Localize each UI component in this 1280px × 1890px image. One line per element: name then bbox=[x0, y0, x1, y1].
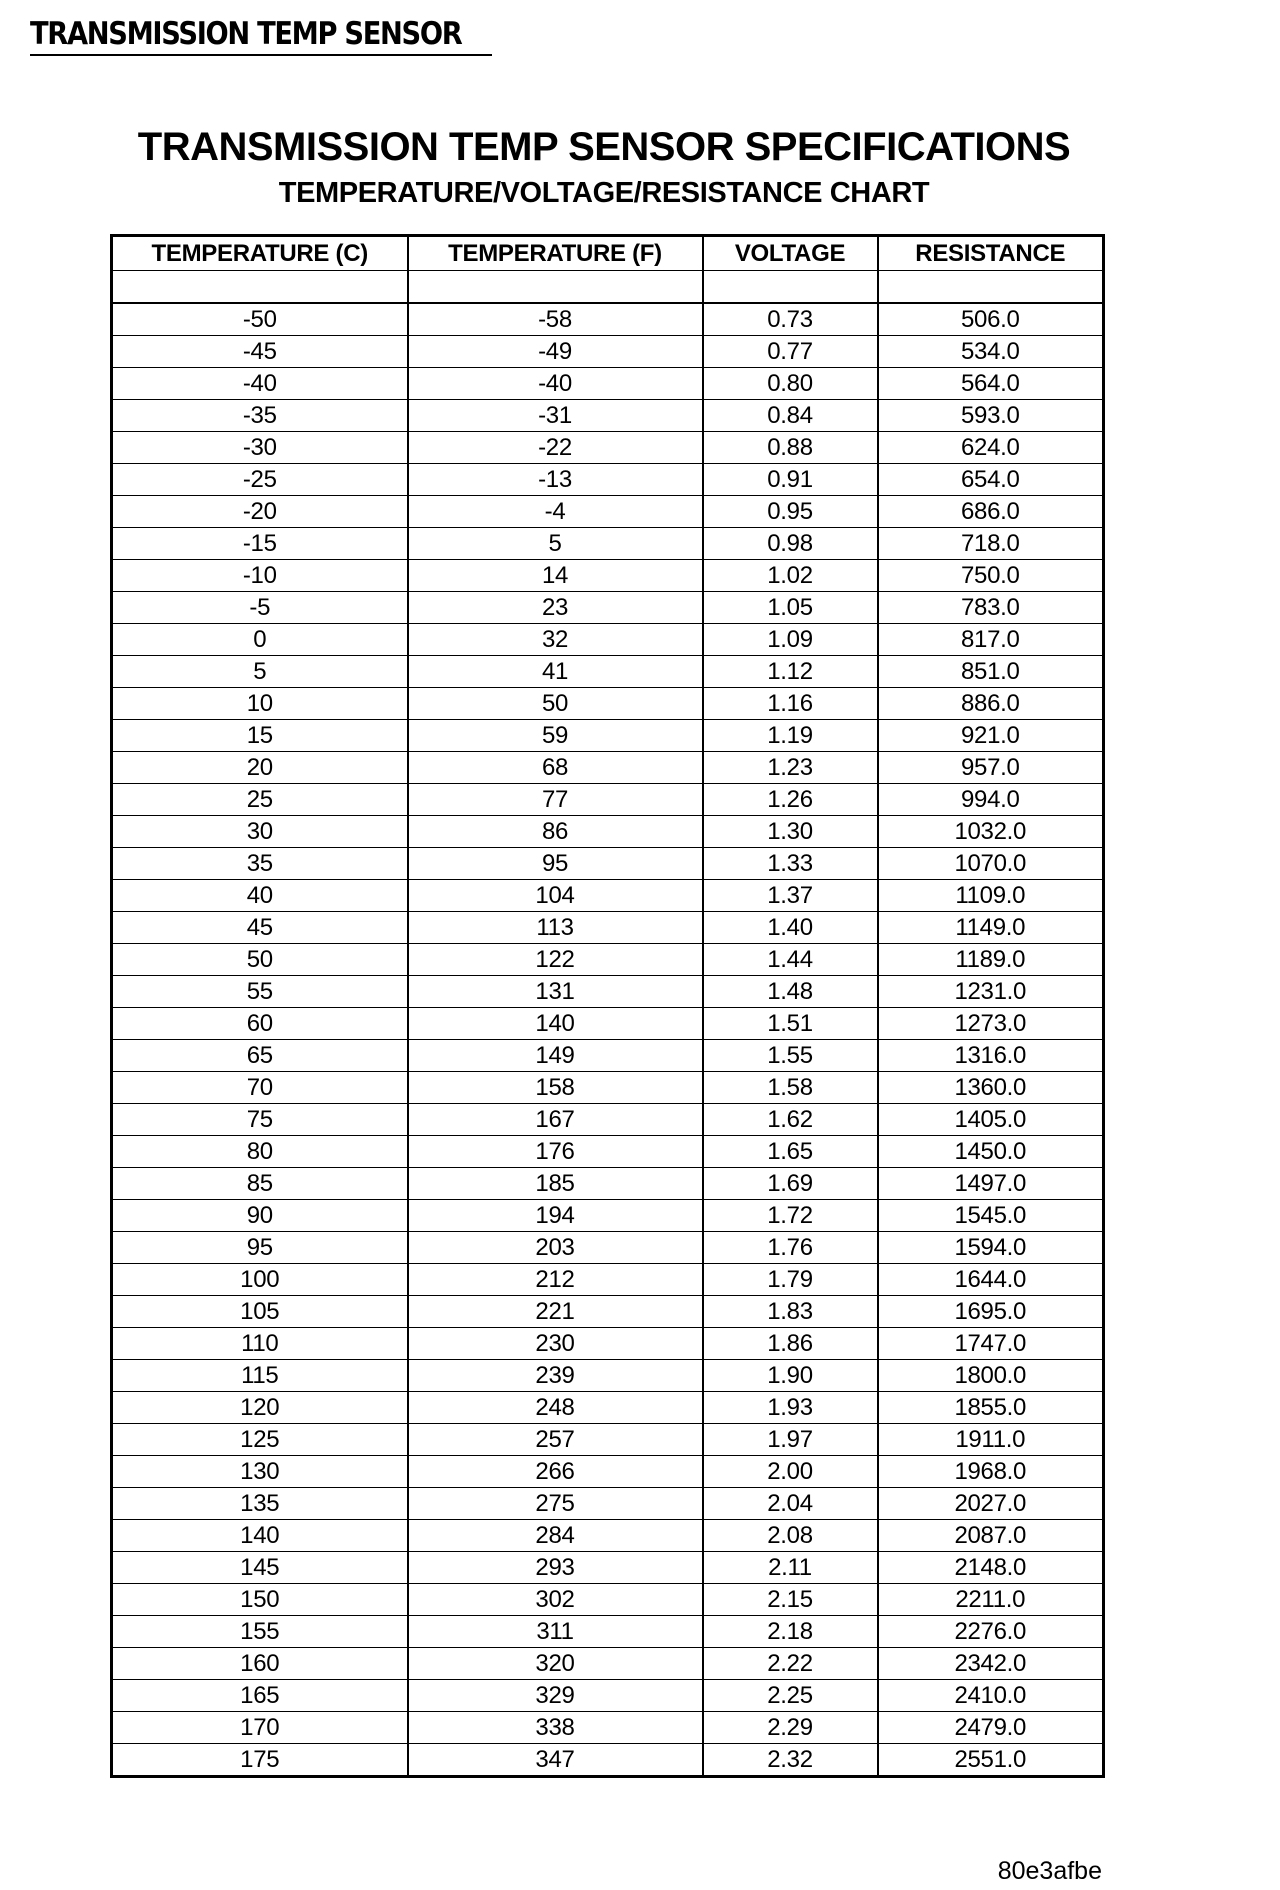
cell-resistance: 1149.0 bbox=[878, 912, 1104, 944]
cell-temperature-f: 257 bbox=[408, 1424, 703, 1456]
cell-voltage: 1.65 bbox=[703, 1136, 878, 1168]
cell-voltage: 1.55 bbox=[703, 1040, 878, 1072]
cell-voltage: 2.11 bbox=[703, 1552, 878, 1584]
cell-resistance: 2410.0 bbox=[878, 1680, 1104, 1712]
cell-temperature-c: 125 bbox=[112, 1424, 408, 1456]
cell-temperature-c: 55 bbox=[112, 976, 408, 1008]
table-row bbox=[112, 1616, 1104, 1648]
cell-temperature-c: 30 bbox=[112, 816, 408, 848]
column-header-temperature-c: TEMPERATURE (C) bbox=[112, 236, 408, 271]
table-row bbox=[112, 560, 1104, 592]
cell-temperature-f: 266 bbox=[408, 1456, 703, 1488]
table-row bbox=[112, 336, 1104, 368]
cell-resistance: 1497.0 bbox=[878, 1168, 1104, 1200]
cell-temperature-f: 221 bbox=[408, 1296, 703, 1328]
cell-temperature-c: -50 bbox=[112, 303, 408, 336]
cell-temperature-f: 158 bbox=[408, 1072, 703, 1104]
cell-temperature-c: 135 bbox=[112, 1488, 408, 1520]
cell-temperature-f: 302 bbox=[408, 1584, 703, 1616]
cell-resistance: 1695.0 bbox=[878, 1296, 1104, 1328]
cell-temperature-f: 275 bbox=[408, 1488, 703, 1520]
cell-temperature-f: 149 bbox=[408, 1040, 703, 1072]
cell-voltage: 0.95 bbox=[703, 496, 878, 528]
cell-resistance: 750.0 bbox=[878, 560, 1104, 592]
cell-temperature-c: -45 bbox=[112, 336, 408, 368]
cell-resistance: 624.0 bbox=[878, 432, 1104, 464]
table-row bbox=[112, 1488, 1104, 1520]
table-row bbox=[112, 1072, 1104, 1104]
cell-resistance: 534.0 bbox=[878, 336, 1104, 368]
cell-temperature-f: 338 bbox=[408, 1712, 703, 1744]
cell-voltage: 1.12 bbox=[703, 656, 878, 688]
cell-temperature-f: 284 bbox=[408, 1520, 703, 1552]
cell-resistance: 1545.0 bbox=[878, 1200, 1104, 1232]
cell-resistance: 1070.0 bbox=[878, 848, 1104, 880]
table-row bbox=[112, 368, 1104, 400]
column-header-resistance: RESISTANCE bbox=[878, 236, 1104, 271]
cell-voltage: 1.83 bbox=[703, 1296, 878, 1328]
table-row bbox=[112, 1520, 1104, 1552]
cell-resistance: 2551.0 bbox=[878, 1744, 1104, 1777]
cell-temperature-c: 15 bbox=[112, 720, 408, 752]
cell-temperature-c: 50 bbox=[112, 944, 408, 976]
column-header-voltage: VOLTAGE bbox=[703, 236, 878, 271]
cell-voltage: 1.72 bbox=[703, 1200, 878, 1232]
cell-temperature-c: 120 bbox=[112, 1392, 408, 1424]
cell-resistance: 1189.0 bbox=[878, 944, 1104, 976]
blank-spacer-row bbox=[112, 271, 1104, 304]
cell-temperature-f: 104 bbox=[408, 880, 703, 912]
document-code: 80e3afbe bbox=[997, 1857, 1102, 1885]
table-row bbox=[112, 1104, 1104, 1136]
cell-resistance: 1360.0 bbox=[878, 1072, 1104, 1104]
cell-resistance: 1594.0 bbox=[878, 1232, 1104, 1264]
cell-temperature-c: 130 bbox=[112, 1456, 408, 1488]
cell-voltage: 1.51 bbox=[703, 1008, 878, 1040]
cell-temperature-c: 75 bbox=[112, 1104, 408, 1136]
cell-resistance: 564.0 bbox=[878, 368, 1104, 400]
cell-resistance: 1450.0 bbox=[878, 1136, 1104, 1168]
cell-resistance: 654.0 bbox=[878, 464, 1104, 496]
cell-resistance: 2211.0 bbox=[878, 1584, 1104, 1616]
table-row bbox=[112, 784, 1104, 816]
blank-cell bbox=[703, 271, 878, 304]
cell-temperature-c: 20 bbox=[112, 752, 408, 784]
table-row bbox=[112, 1360, 1104, 1392]
cell-voltage: 1.26 bbox=[703, 784, 878, 816]
cell-voltage: 0.77 bbox=[703, 336, 878, 368]
header-row bbox=[112, 236, 1104, 271]
table-row bbox=[112, 1136, 1104, 1168]
table-row bbox=[112, 1680, 1104, 1712]
cell-temperature-f: 167 bbox=[408, 1104, 703, 1136]
cell-temperature-f: 77 bbox=[408, 784, 703, 816]
cell-voltage: 2.25 bbox=[703, 1680, 878, 1712]
cell-temperature-f: 347 bbox=[408, 1744, 703, 1777]
cell-temperature-f: 131 bbox=[408, 976, 703, 1008]
cell-resistance: 506.0 bbox=[878, 303, 1104, 336]
cell-temperature-f: 212 bbox=[408, 1264, 703, 1296]
cell-voltage: 1.69 bbox=[703, 1168, 878, 1200]
cell-voltage: 1.30 bbox=[703, 816, 878, 848]
cell-temperature-c: -30 bbox=[112, 432, 408, 464]
table-row bbox=[112, 1008, 1104, 1040]
cell-voltage: 2.04 bbox=[703, 1488, 878, 1520]
cell-resistance: 1109.0 bbox=[878, 880, 1104, 912]
cell-resistance: 994.0 bbox=[878, 784, 1104, 816]
cell-temperature-f: 311 bbox=[408, 1616, 703, 1648]
cell-temperature-f: 50 bbox=[408, 688, 703, 720]
cell-temperature-c: 155 bbox=[112, 1616, 408, 1648]
blank-cell bbox=[878, 271, 1104, 304]
cell-resistance: 718.0 bbox=[878, 528, 1104, 560]
cell-temperature-c: -20 bbox=[112, 496, 408, 528]
cell-voltage: 1.09 bbox=[703, 624, 878, 656]
cell-voltage: 0.91 bbox=[703, 464, 878, 496]
cell-resistance: 1316.0 bbox=[878, 1040, 1104, 1072]
cell-resistance: 1747.0 bbox=[878, 1328, 1104, 1360]
cell-resistance: 593.0 bbox=[878, 400, 1104, 432]
cell-temperature-f: 68 bbox=[408, 752, 703, 784]
blank-cell bbox=[408, 271, 703, 304]
cell-temperature-f: -40 bbox=[408, 368, 703, 400]
cell-temperature-f: -49 bbox=[408, 336, 703, 368]
cell-voltage: 1.62 bbox=[703, 1104, 878, 1136]
table-row bbox=[112, 1712, 1104, 1744]
cell-voltage: 2.15 bbox=[703, 1584, 878, 1616]
cell-voltage: 0.88 bbox=[703, 432, 878, 464]
cell-temperature-c: 65 bbox=[112, 1040, 408, 1072]
cell-resistance: 2479.0 bbox=[878, 1712, 1104, 1744]
table-row bbox=[112, 303, 1104, 336]
cell-temperature-c: 95 bbox=[112, 1232, 408, 1264]
cell-temperature-c: -15 bbox=[112, 528, 408, 560]
table-row bbox=[112, 944, 1104, 976]
cell-temperature-c: 165 bbox=[112, 1680, 408, 1712]
cell-temperature-c: -40 bbox=[112, 368, 408, 400]
table-row bbox=[112, 1296, 1104, 1328]
cell-resistance: 1032.0 bbox=[878, 816, 1104, 848]
cell-temperature-f: 59 bbox=[408, 720, 703, 752]
table-row bbox=[112, 1168, 1104, 1200]
cell-temperature-c: -10 bbox=[112, 560, 408, 592]
cell-voltage: 1.37 bbox=[703, 880, 878, 912]
cell-temperature-c: 60 bbox=[112, 1008, 408, 1040]
cell-temperature-c: -5 bbox=[112, 592, 408, 624]
table-row bbox=[112, 1264, 1104, 1296]
cell-voltage: 1.02 bbox=[703, 560, 878, 592]
cell-temperature-f: 239 bbox=[408, 1360, 703, 1392]
table-row bbox=[112, 1648, 1104, 1680]
table-row bbox=[112, 1552, 1104, 1584]
cell-resistance: 1405.0 bbox=[878, 1104, 1104, 1136]
table-row bbox=[112, 1200, 1104, 1232]
cell-voltage: 1.97 bbox=[703, 1424, 878, 1456]
cell-resistance: 783.0 bbox=[878, 592, 1104, 624]
cell-temperature-f: 203 bbox=[408, 1232, 703, 1264]
cell-temperature-c: 175 bbox=[112, 1744, 408, 1777]
cell-voltage: 1.79 bbox=[703, 1264, 878, 1296]
cell-voltage: 2.08 bbox=[703, 1520, 878, 1552]
cell-temperature-c: 45 bbox=[112, 912, 408, 944]
cell-voltage: 2.00 bbox=[703, 1456, 878, 1488]
cell-resistance: 1855.0 bbox=[878, 1392, 1104, 1424]
cell-resistance: 817.0 bbox=[878, 624, 1104, 656]
table-row bbox=[112, 528, 1104, 560]
cell-voltage: 2.22 bbox=[703, 1648, 878, 1680]
cell-temperature-c: 10 bbox=[112, 688, 408, 720]
cell-temperature-c: 5 bbox=[112, 656, 408, 688]
cell-temperature-c: 70 bbox=[112, 1072, 408, 1104]
spec-table-header bbox=[112, 236, 1104, 271]
cell-temperature-f: 194 bbox=[408, 1200, 703, 1232]
cell-temperature-f: 41 bbox=[408, 656, 703, 688]
table-row bbox=[112, 688, 1104, 720]
cell-resistance: 1273.0 bbox=[878, 1008, 1104, 1040]
cell-voltage: 1.40 bbox=[703, 912, 878, 944]
cell-temperature-f: 320 bbox=[408, 1648, 703, 1680]
cell-temperature-f: -58 bbox=[408, 303, 703, 336]
table-row bbox=[112, 848, 1104, 880]
cell-voltage: 1.58 bbox=[703, 1072, 878, 1104]
table-row bbox=[112, 880, 1104, 912]
table-row bbox=[112, 720, 1104, 752]
cell-temperature-f: 23 bbox=[408, 592, 703, 624]
cell-temperature-c: 145 bbox=[112, 1552, 408, 1584]
cell-temperature-c: 150 bbox=[112, 1584, 408, 1616]
cell-resistance: 2276.0 bbox=[878, 1616, 1104, 1648]
cell-temperature-f: 95 bbox=[408, 848, 703, 880]
cell-resistance: 1911.0 bbox=[878, 1424, 1104, 1456]
cell-temperature-f: 5 bbox=[408, 528, 703, 560]
cell-temperature-f: -4 bbox=[408, 496, 703, 528]
column-header-temperature-f: TEMPERATURE (F) bbox=[408, 236, 703, 271]
cell-resistance: 1968.0 bbox=[878, 1456, 1104, 1488]
cell-temperature-c: 85 bbox=[112, 1168, 408, 1200]
cell-resistance: 2148.0 bbox=[878, 1552, 1104, 1584]
table-row bbox=[112, 1232, 1104, 1264]
cell-resistance: 886.0 bbox=[878, 688, 1104, 720]
cell-resistance: 851.0 bbox=[878, 656, 1104, 688]
cell-voltage: 2.29 bbox=[703, 1712, 878, 1744]
cell-resistance: 1644.0 bbox=[878, 1264, 1104, 1296]
section-header-underline bbox=[30, 54, 492, 56]
chart-title: TRANSMISSION TEMP SENSOR SPECIFICATIONS bbox=[137, 125, 1071, 169]
cell-temperature-f: 185 bbox=[408, 1168, 703, 1200]
cell-temperature-f: 14 bbox=[408, 560, 703, 592]
table-row bbox=[112, 1584, 1104, 1616]
chart-subtitle: TEMPERATURE/VOLTAGE/RESISTANCE CHART bbox=[278, 177, 930, 209]
table-row bbox=[112, 400, 1104, 432]
section-header: TRANSMISSION TEMP SENSOR bbox=[30, 16, 462, 52]
cell-resistance: 686.0 bbox=[878, 496, 1104, 528]
cell-resistance: 957.0 bbox=[878, 752, 1104, 784]
cell-temperature-f: 293 bbox=[408, 1552, 703, 1584]
table-row bbox=[112, 496, 1104, 528]
cell-voltage: 1.48 bbox=[703, 976, 878, 1008]
cell-temperature-f: -13 bbox=[408, 464, 703, 496]
cell-temperature-f: 248 bbox=[408, 1392, 703, 1424]
table-row bbox=[112, 1328, 1104, 1360]
cell-voltage: 0.80 bbox=[703, 368, 878, 400]
cell-temperature-c: 160 bbox=[112, 1648, 408, 1680]
cell-voltage: 0.98 bbox=[703, 528, 878, 560]
cell-voltage: 1.90 bbox=[703, 1360, 878, 1392]
table-row bbox=[112, 752, 1104, 784]
table-row bbox=[112, 912, 1104, 944]
cell-voltage: 1.93 bbox=[703, 1392, 878, 1424]
table-row bbox=[112, 1424, 1104, 1456]
cell-temperature-c: 115 bbox=[112, 1360, 408, 1392]
cell-temperature-f: 329 bbox=[408, 1680, 703, 1712]
cell-voltage: 1.86 bbox=[703, 1328, 878, 1360]
cell-voltage: 1.33 bbox=[703, 848, 878, 880]
table-row bbox=[112, 1744, 1104, 1777]
cell-temperature-c: 40 bbox=[112, 880, 408, 912]
table-row bbox=[112, 656, 1104, 688]
cell-resistance: 1231.0 bbox=[878, 976, 1104, 1008]
cell-voltage: 1.05 bbox=[703, 592, 878, 624]
cell-resistance: 2027.0 bbox=[878, 1488, 1104, 1520]
cell-temperature-f: 230 bbox=[408, 1328, 703, 1360]
cell-temperature-c: 0 bbox=[112, 624, 408, 656]
cell-temperature-f: 86 bbox=[408, 816, 703, 848]
table-row bbox=[112, 1392, 1104, 1424]
cell-temperature-c: 100 bbox=[112, 1264, 408, 1296]
cell-temperature-c: 140 bbox=[112, 1520, 408, 1552]
cell-voltage: 2.32 bbox=[703, 1744, 878, 1777]
cell-temperature-c: 25 bbox=[112, 784, 408, 816]
cell-temperature-f: 176 bbox=[408, 1136, 703, 1168]
cell-voltage: 1.76 bbox=[703, 1232, 878, 1264]
cell-temperature-f: -31 bbox=[408, 400, 703, 432]
cell-resistance: 2087.0 bbox=[878, 1520, 1104, 1552]
table-row bbox=[112, 464, 1104, 496]
spec-table bbox=[110, 234, 1105, 1778]
table-row bbox=[112, 816, 1104, 848]
table-row bbox=[112, 1456, 1104, 1488]
cell-temperature-c: 170 bbox=[112, 1712, 408, 1744]
cell-voltage: 0.73 bbox=[703, 303, 878, 336]
cell-temperature-c: -25 bbox=[112, 464, 408, 496]
cell-temperature-f: 113 bbox=[408, 912, 703, 944]
cell-temperature-f: 140 bbox=[408, 1008, 703, 1040]
cell-voltage: 1.44 bbox=[703, 944, 878, 976]
cell-resistance: 2342.0 bbox=[878, 1648, 1104, 1680]
cell-voltage: 1.16 bbox=[703, 688, 878, 720]
cell-temperature-f: 32 bbox=[408, 624, 703, 656]
table-row bbox=[112, 432, 1104, 464]
cell-temperature-c: 110 bbox=[112, 1328, 408, 1360]
table-row bbox=[112, 1040, 1104, 1072]
cell-temperature-c: 105 bbox=[112, 1296, 408, 1328]
spec-table-body bbox=[112, 271, 1104, 1777]
cell-temperature-c: 80 bbox=[112, 1136, 408, 1168]
cell-voltage: 0.84 bbox=[703, 400, 878, 432]
cell-temperature-c: 35 bbox=[112, 848, 408, 880]
table-row bbox=[112, 976, 1104, 1008]
cell-voltage: 1.19 bbox=[703, 720, 878, 752]
table-row bbox=[112, 624, 1104, 656]
cell-temperature-c: -35 bbox=[112, 400, 408, 432]
cell-resistance: 1800.0 bbox=[878, 1360, 1104, 1392]
cell-voltage: 2.18 bbox=[703, 1616, 878, 1648]
cell-voltage: 1.23 bbox=[703, 752, 878, 784]
cell-resistance: 921.0 bbox=[878, 720, 1104, 752]
cell-temperature-f: 122 bbox=[408, 944, 703, 976]
cell-temperature-f: -22 bbox=[408, 432, 703, 464]
blank-cell bbox=[112, 271, 408, 304]
cell-temperature-c: 90 bbox=[112, 1200, 408, 1232]
table-row bbox=[112, 592, 1104, 624]
